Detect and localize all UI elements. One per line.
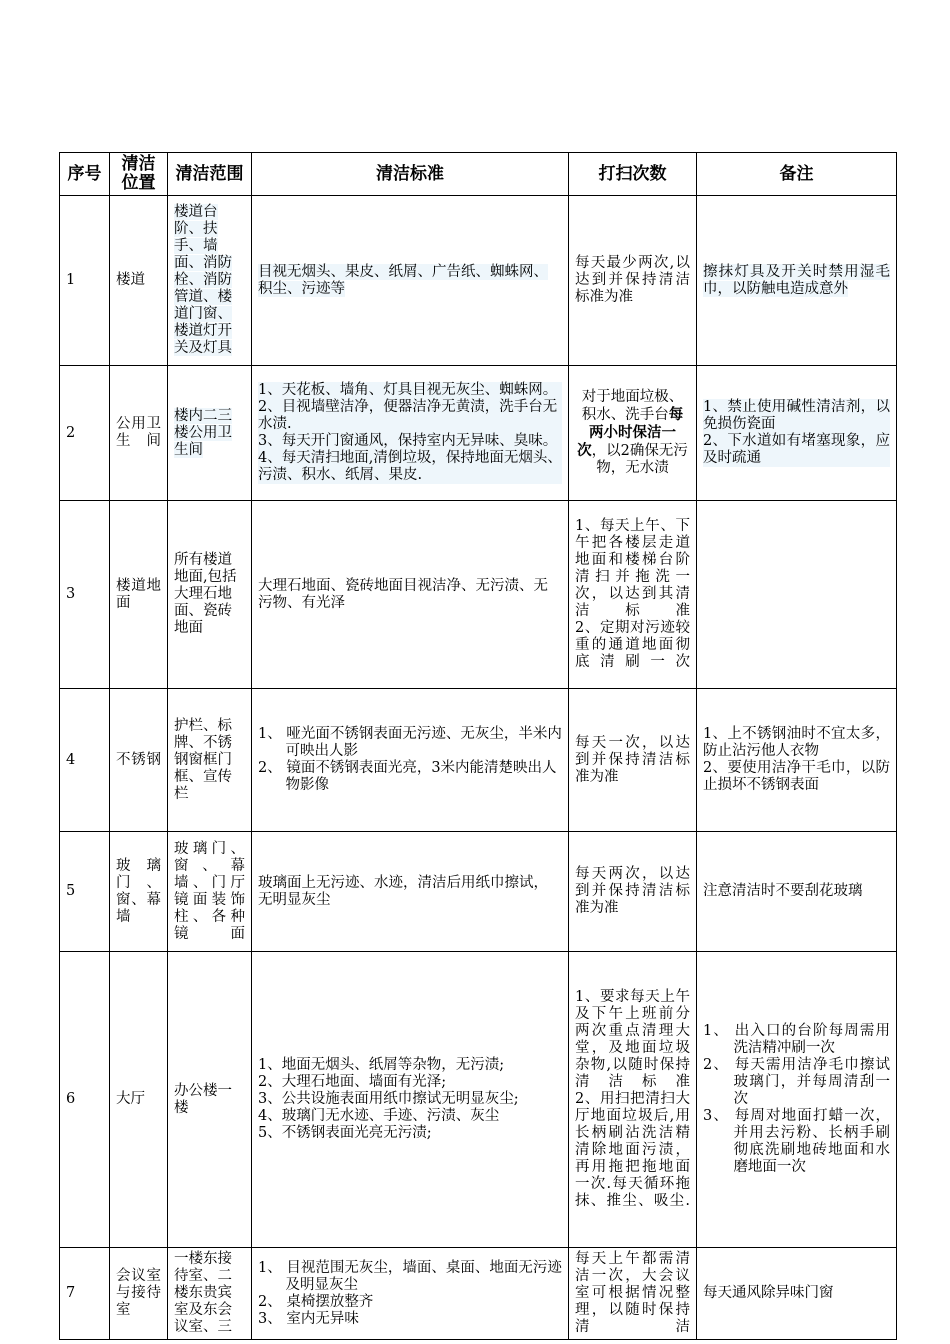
cell-standard: [252, 1248, 569, 1340]
remarks-item: 1、上不锈钢油时不宜太多，防止沾污他人衣物: [703, 726, 890, 759]
cell-remarks: [697, 196, 897, 366]
table-row: [60, 832, 897, 952]
cell-standard: 大理石地面、瓷砖地面目视洁净、无污渍、无污物、有光泽: [252, 501, 569, 689]
standard-item: 1、 目视范围无灰尘，墙面、桌面、地面无污迹及明显灰尘: [258, 1259, 562, 1293]
remarks-item: 1、 出入口的台阶每周需用洗洁精冲刷一次: [703, 1023, 890, 1056]
frequency-item: 1、每天上午、下午把各楼层走道地面和楼梯台阶清扫并拖洗一次，以达到其清洁标准: [575, 518, 690, 619]
cell-position: 楼道地面: [110, 501, 168, 689]
cell-no: 3: [60, 501, 110, 689]
cell-frequency: 每天上午都需清洁一次，大会议室可根据情况整理，以随时保持清洁: [569, 1248, 697, 1340]
remarks-item: 2、下水道如有堵塞现象，应及时疏通: [703, 433, 890, 466]
cell-standard: [252, 689, 569, 832]
standard-item: 1、 哑光面不锈钢表面无污迹、无灰尘，半米内可映出人影: [258, 726, 562, 759]
cell-position: 玻璃门、窗、幕墙: [110, 832, 168, 952]
header-standard: 清洁标准: [252, 153, 569, 196]
table-row: [60, 689, 897, 832]
frequency-part: ，以2确保无污物，无水渍: [591, 443, 688, 476]
cell-no: 5: [60, 832, 110, 952]
frequency-emphasis: 每两小时保洁一次: [577, 406, 684, 459]
standard-item: 1、天花板、墙角、灯具目视无灰尘、蜘蛛网。: [258, 382, 562, 399]
header-frequency: 打扫次数: [569, 153, 697, 196]
cell-scope: [168, 196, 252, 366]
header-position: 清洁位置: [110, 153, 168, 196]
cell-no: 2: [60, 366, 110, 501]
standard-item: 2、大理石地面、墙面有光泽;: [258, 1074, 447, 1090]
table-row: [60, 501, 897, 689]
scope-text: 楼道台阶、扶手、墙面、消防栓、消防管道、楼道门窗、楼道灯开关及灯具: [174, 204, 232, 356]
cell-remarks: [697, 366, 897, 501]
scope-text: 楼内二三楼公用卫生间: [174, 407, 232, 458]
standard-item: 2、目视墙壁洁净，便器洁净无黄渍，洗手台无水渍.: [258, 399, 562, 433]
cell-scope: 办公楼一楼: [168, 952, 252, 1248]
frequency-part: 对于地面垃极、积水、洗手台: [581, 389, 684, 423]
standard-item: 5、不锈钢表面光亮无污渍;: [258, 1125, 432, 1141]
remarks-item: 2、要使用洁净干毛巾，以防止损坏不锈钢表面: [703, 760, 890, 793]
cell-standard: 玻璃面上无污迹、水迹，清洁后用纸巾擦试，无明显灰尘: [252, 832, 569, 952]
frequency-item: 1、要求每天上午及下午上班前分两次重点清理大堂，及地面垃圾杂物,以随时保持清洁标准: [575, 989, 690, 1090]
remarks-item: 2、 每天需用洁净毛巾擦试玻璃门，并每周清刮一次: [703, 1057, 890, 1107]
remarks-item: 1、禁止使用碱性清洁剂，以免损伤瓷面: [703, 399, 890, 432]
cell-frequency: [569, 952, 697, 1248]
header-no: 序号: [60, 153, 110, 196]
standard-item: 2、 镜面不锈钢表面光亮，3米内能清楚映出人物影像: [258, 760, 557, 793]
table-row: [60, 952, 897, 1248]
cell-no: 4: [60, 689, 110, 832]
frequency-item: 2、定期对污迹较重的通道地面彻底清刷一次: [575, 620, 690, 670]
cell-frequency: 每天最少两次,以达到并保持清洁标准为准: [569, 196, 697, 366]
cell-position: 不锈钢: [110, 689, 168, 832]
cell-scope: 一楼东接待室、二楼东贵宾室及东会议室、三: [168, 1248, 252, 1340]
cell-frequency: [569, 501, 697, 689]
cell-standard: [252, 952, 569, 1248]
standard-item: 3、每天开门窗通风，保持室内无异味、臭味。: [258, 433, 562, 450]
frequency-item: 2、用扫把清扫大厅地面垃圾后,用长柄刷沾洗洁精清除地面污渍，再用拖把拖地面一次.每天循环拖抹、推尘、吸尘.: [575, 1091, 690, 1209]
header-remarks: 备注: [697, 153, 897, 196]
table-header-row: [60, 153, 897, 196]
cell-standard: [252, 366, 569, 501]
cell-no: 1: [60, 196, 110, 366]
standard-item: 4、玻璃门无水迹、手迹、污渍、灰尘: [258, 1108, 500, 1124]
cell-scope: [168, 366, 252, 501]
standard-item: 3、公共设施表面用纸巾擦试无明显灰尘;: [258, 1091, 519, 1107]
header-scope: 清洁范围: [168, 153, 252, 196]
cell-no: 7: [60, 1248, 110, 1340]
standard-item: 3、 室内无异味: [258, 1310, 359, 1327]
cell-remarks: [697, 952, 897, 1248]
cell-no: 6: [60, 952, 110, 1248]
cell-remarks: 每天通风除异味门窗: [697, 1248, 897, 1340]
standard-text: 目视无烟头、果皮、纸屑、广告纸、蜘蛛网、积尘、污迹等: [258, 263, 548, 297]
cell-frequency: [569, 366, 697, 501]
cell-remarks: [697, 501, 897, 689]
standard-item: 1、地面无烟头、纸屑等杂物，无污渍;: [258, 1057, 505, 1073]
cell-position: 公用卫生间: [110, 366, 168, 501]
table-row: [60, 366, 897, 501]
cell-frequency: 每天一次，以达到并保持清洁标准为准: [569, 689, 697, 832]
cell-position: 会议室与接待室: [110, 1248, 168, 1340]
cell-scope: 所有楼道地面,包括大理石地面、瓷砖地面: [168, 501, 252, 689]
cell-scope: 玻璃门、窗、幕墙、门厅镜面装饰柱、各种镜面: [168, 832, 252, 952]
cell-standard: [252, 196, 569, 366]
cleaning-standards-table: [59, 152, 897, 1340]
standard-item: 2、 桌椅摆放整齐: [258, 1293, 374, 1310]
table-row: [60, 1248, 897, 1340]
cell-remarks: 注意清洁时不要刮花玻璃: [697, 832, 897, 952]
cell-position: 大厅: [110, 952, 168, 1248]
standard-item: 4、每天清扫地面,清倒垃圾，保持地面无烟头、污渍、积水、纸屑、果皮.: [258, 450, 562, 483]
remarks-item: 3、 每周对地面打蜡一次，并用去污粉、长柄手刷彻底洗刷地砖地面和水磨地面一次: [703, 1108, 890, 1175]
cell-frequency: 每天两次，以达到并保持清洁标准为准: [569, 832, 697, 952]
cell-position: 楼道: [110, 196, 168, 366]
cell-remarks: [697, 689, 897, 832]
cell-scope: 护栏、标牌、不锈钢窗框门框、宣传栏: [168, 689, 252, 832]
table-row: [60, 196, 897, 366]
remarks-text: 擦抹灯具及开关时禁用湿毛巾，以防触电造成意外: [703, 263, 890, 297]
